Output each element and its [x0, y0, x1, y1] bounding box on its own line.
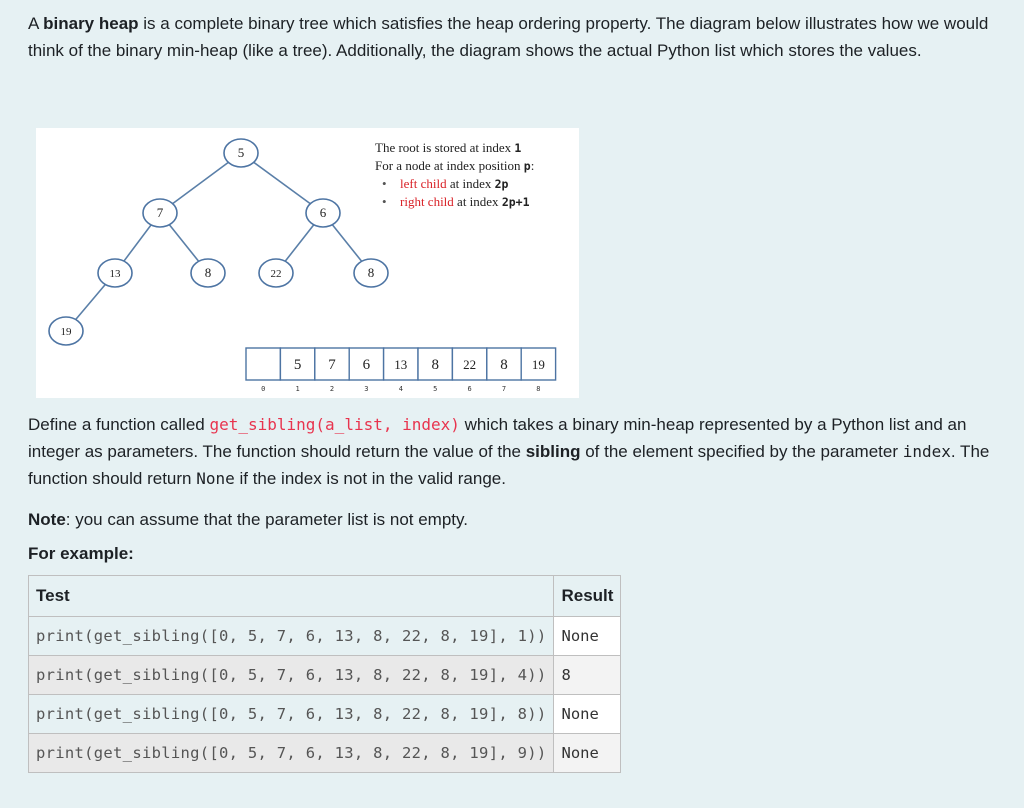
array-index-label: 2	[329, 385, 335, 393]
annotation-bullet-left	[400, 175, 575, 193]
annotation-text: For a node at index position	[375, 158, 524, 173]
array-cell-value: 8	[500, 357, 508, 373]
array-cell-value: 22	[463, 357, 477, 372]
array-cell	[246, 348, 280, 380]
array-index-label: 3	[364, 385, 369, 393]
array-cell-value: 13	[394, 357, 408, 372]
annotation-text: The root is stored at index	[375, 140, 515, 155]
tree-node-value: 22	[270, 268, 282, 280]
table-header-row	[29, 576, 621, 617]
description-text: which takes a binary min-heap represented by a Python list and an integer as parameters. The function should return the value of the	[28, 415, 967, 461]
tree-node-value: 19	[60, 326, 72, 338]
right-child-label: right child	[400, 194, 454, 209]
description-text: . The function should return	[28, 442, 990, 488]
tree-node	[49, 317, 83, 345]
tree-node-value: 13	[109, 268, 121, 280]
array-cell-value: 6	[362, 357, 371, 373]
array-index-label: 1	[295, 385, 300, 393]
test-cell: print(get_sibling([0, 5, 7, 6, 13, 8, 22, 8, 19], 8))	[29, 695, 554, 734]
tree-node-value: 5	[237, 145, 245, 160]
tree-node-value: 6	[319, 205, 327, 220]
result-cell: None	[554, 734, 621, 773]
test-cell: print(get_sibling([0, 5, 7, 6, 13, 8, 22, 8, 19], 1))	[29, 617, 554, 656]
annotation-code: 2p	[494, 177, 509, 191]
tree-node	[143, 199, 177, 227]
annotation-text: :	[530, 158, 535, 173]
description-bold-term: sibling	[525, 442, 581, 461]
table-row	[29, 617, 621, 656]
test-cell: print(get_sibling([0, 5, 7, 6, 13, 8, 22, 8, 19], 4))	[29, 656, 554, 695]
tree-node	[306, 199, 340, 227]
test-column-header: Test	[29, 576, 554, 617]
array-cell-value: 19	[531, 357, 545, 372]
tree-node-value: 7	[156, 205, 164, 220]
annotation-code: p	[523, 159, 531, 173]
tree-node	[191, 259, 225, 287]
annotation-text: at index	[446, 176, 495, 191]
tree-node	[98, 259, 132, 287]
description-text: Define a function called	[28, 415, 210, 434]
array-cell-value: 8	[431, 357, 439, 373]
tree-node-value: 8	[367, 265, 375, 280]
result-column-header: Result	[554, 576, 621, 617]
tree-node	[224, 139, 258, 167]
for-example-heading: For example:	[28, 544, 134, 563]
array-index-label: 4	[398, 385, 403, 393]
array-index-label: 0	[261, 385, 266, 393]
note-label: Note	[28, 510, 66, 529]
result-cell: 8	[554, 656, 621, 695]
binary-heap-diagram	[36, 128, 579, 398]
note-paragraph	[28, 506, 468, 533]
array-cell-value: 7	[328, 357, 336, 373]
table-row	[29, 656, 621, 695]
array-index-label: 7	[501, 385, 507, 393]
tree-node	[259, 259, 293, 287]
test-cell: print(get_sibling([0, 5, 7, 6, 13, 8, 22, 8, 19], 9))	[29, 734, 554, 773]
annotation-bullet-right	[400, 193, 575, 211]
table-row	[29, 734, 621, 773]
annotation-code: 2p+1	[501, 195, 530, 209]
array-index-label: 5	[433, 385, 438, 393]
result-cell: None	[554, 617, 621, 656]
annotation-bullets	[375, 175, 575, 211]
intro-text: is a complete binary tree which satisfies the heap ordering property. The diagram below illustrates how we would think of the binary min-heap (like a tree). Additionally, the diagram shows the actual Python list which stores the values.	[28, 14, 989, 60]
annotation-code: 1	[514, 141, 522, 155]
index-annotation	[375, 139, 575, 211]
examples-table	[28, 575, 621, 773]
tree-node-value: 8	[204, 265, 212, 280]
intro-text: A	[28, 14, 44, 33]
array-index-label: 6	[467, 385, 472, 393]
annotation-text: at index	[453, 194, 502, 209]
description-text: if the index is not in the valid range.	[234, 469, 506, 488]
result-cell: None	[554, 695, 621, 734]
array-index-label: 8	[536, 385, 541, 393]
left-child-label: left child	[400, 176, 447, 191]
description-text: of the element specified by the parameter	[580, 442, 903, 461]
note-text: : you can assume that the parameter list is not empty.	[65, 510, 468, 529]
function-description	[28, 411, 1013, 492]
annotation-node-line	[375, 157, 575, 175]
table-row	[29, 695, 621, 734]
tree-node	[354, 259, 388, 287]
param-code: index	[902, 442, 951, 461]
intro-paragraph	[28, 10, 1013, 64]
intro-bold-term: binary heap	[43, 14, 139, 33]
array-cell-value: 5	[293, 357, 302, 373]
annotation-root-line	[375, 139, 575, 157]
none-code: None	[196, 469, 235, 488]
function-signature: get_sibling(a_list, index)	[209, 415, 460, 434]
